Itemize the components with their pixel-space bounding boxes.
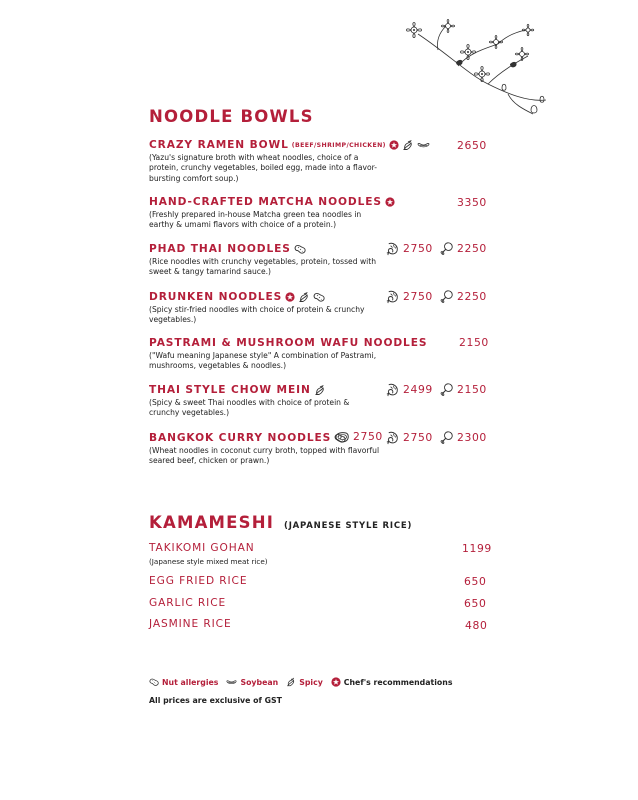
legend [149, 677, 460, 687]
menu-item-chow-mein[interactable] [149, 384, 489, 419]
price-value: 2750 [403, 242, 433, 255]
soybean-icon [417, 140, 430, 150]
menu-item-jasmine-rice[interactable] [149, 618, 232, 630]
item-description: (Wheat noodles in coconut curry broth, topped with flavorful seared beef, chicken or prawn.) [149, 446, 380, 466]
chili-pepper-icon [286, 677, 296, 687]
legend-nut [149, 677, 218, 687]
item-description: (Yazu's signature broth with wheat noodles, choice of a protein, crunchy vegetables, boiled egg, made into a flavor-bursting comfort soup.) [149, 153, 377, 183]
price-value: 2499 [403, 383, 433, 396]
item-name: PHAD THAI NOODLES [149, 243, 291, 255]
menu-item-matcha-noodles[interactable] [149, 196, 489, 231]
legend-label: Chef's recommendations [343, 677, 453, 687]
item-price: 1199 [462, 542, 492, 555]
item-description: (Japanese style mixed meat rice) [149, 557, 268, 566]
price-shrimp [385, 241, 433, 256]
chef-star-icon [331, 677, 341, 687]
price-value: 2150 [457, 383, 487, 396]
menu-item-garlic-rice[interactable] [149, 597, 226, 609]
menu-item-phad-thai[interactable] [149, 243, 489, 278]
menu-item-egg-fried-rice[interactable] [149, 575, 247, 587]
legend-soy [226, 678, 278, 687]
legend-label: Spicy [299, 677, 323, 687]
chef-star-icon [385, 197, 395, 207]
item-name: DRUNKEN NOODLES [149, 291, 283, 303]
peanut-icon [313, 291, 325, 303]
item-price: 480 [465, 619, 488, 632]
drumstick-icon [439, 382, 454, 397]
kamameshi-subtitle: (JAPANESE STYLE RICE) [284, 521, 413, 531]
item-description: (Spicy stir-fried noodles with choice of protein & crunchy vegetables.) [149, 305, 365, 325]
chef-star-icon [389, 140, 399, 150]
price-value: 2750 [353, 430, 383, 443]
item-name: THAI STYLE CHOW MEIN [149, 384, 311, 396]
item-description: (Freshly prepared in-house Matcha green tea noodles in earthy & umami flavors with choice of a protein.) [149, 210, 362, 230]
shrimp-icon [385, 382, 400, 397]
kamameshi-title [149, 513, 412, 532]
price-shrimp [385, 289, 433, 304]
item-description: (Rice noodles with crunchy vegetables, protein, tossed with sweet & tangy tamarind sauce.) [149, 257, 377, 277]
price-chicken [439, 289, 487, 304]
legend-label: Soybean [240, 677, 279, 687]
price-shrimp [385, 430, 433, 445]
item-price: 2650 [457, 139, 487, 152]
chili-pepper-icon [402, 139, 414, 151]
item-name: TAKIKOMI GOHAN [149, 542, 255, 554]
price-value: 2750 [403, 431, 433, 444]
peanut-icon [149, 677, 159, 687]
item-price: 650 [464, 575, 487, 588]
item-description: ("Wafu meaning Japanese style" A combination of Pastrami, mushrooms, vegetables & noodles.) [149, 351, 377, 371]
menu-item-bangkok-curry[interactable] [149, 432, 489, 467]
item-name: EGG FRIED RICE [149, 575, 248, 587]
item-name: PASTRAMI & MUSHROOM WAFU NOODLES [149, 337, 428, 349]
price-value: 2750 [403, 290, 433, 303]
chili-pepper-icon [298, 291, 310, 303]
price-value: 2300 [457, 431, 487, 444]
drumstick-icon [439, 241, 454, 256]
shrimp-icon [385, 430, 400, 445]
steak-icon [334, 431, 350, 443]
price-beef [334, 430, 383, 443]
item-name: HAND-CRAFTED MATCHA NOODLES [149, 196, 382, 208]
cherry-blossom-branch-icon [398, 14, 548, 122]
item-name: GARLIC RICE [149, 597, 227, 609]
item-price: 2150 [459, 336, 489, 349]
menu-item-pastrami-wafu[interactable] [149, 337, 489, 372]
menu-item-crazy-ramen[interactable] [149, 139, 489, 184]
item-price: 3350 [457, 196, 487, 209]
legend-chef [331, 677, 453, 687]
menu-item-drunken-noodles[interactable] [149, 291, 489, 326]
chili-pepper-icon [314, 384, 326, 396]
drumstick-icon [439, 430, 454, 445]
price-value: 2250 [457, 290, 487, 303]
item-name: CRAZY RAMEN BOWL [149, 139, 289, 151]
legend-spicy [286, 677, 323, 687]
price-value: 2250 [457, 242, 487, 255]
kamameshi-title-text: KAMAMESHI [149, 513, 275, 532]
price-chicken [439, 382, 487, 397]
shrimp-icon [385, 289, 400, 304]
price-chicken [439, 430, 487, 445]
shrimp-icon [385, 241, 400, 256]
item-description: (Spicy & sweet Thai noodles with choice of protein & crunchy vegetables.) [149, 398, 350, 418]
item-name: JASMINE RICE [149, 618, 232, 630]
menu-item-takikomi-gohan[interactable] [149, 542, 268, 566]
item-variants: (BEEF/SHRIMP/CHICKEN) [291, 142, 386, 149]
chef-star-icon [285, 292, 295, 302]
drumstick-icon [439, 289, 454, 304]
item-price: 650 [464, 597, 487, 610]
legend-label: Nut allergies [162, 677, 219, 687]
price-chicken [439, 241, 487, 256]
peanut-icon [294, 243, 306, 255]
soybean-icon [226, 678, 237, 686]
noodle-bowls-title: NOODLE BOWLS [149, 107, 314, 126]
item-name: BANGKOK CURRY NOODLES [149, 432, 332, 444]
price-shrimp [385, 382, 433, 397]
gst-note: All prices are exclusive of GST [149, 696, 282, 705]
